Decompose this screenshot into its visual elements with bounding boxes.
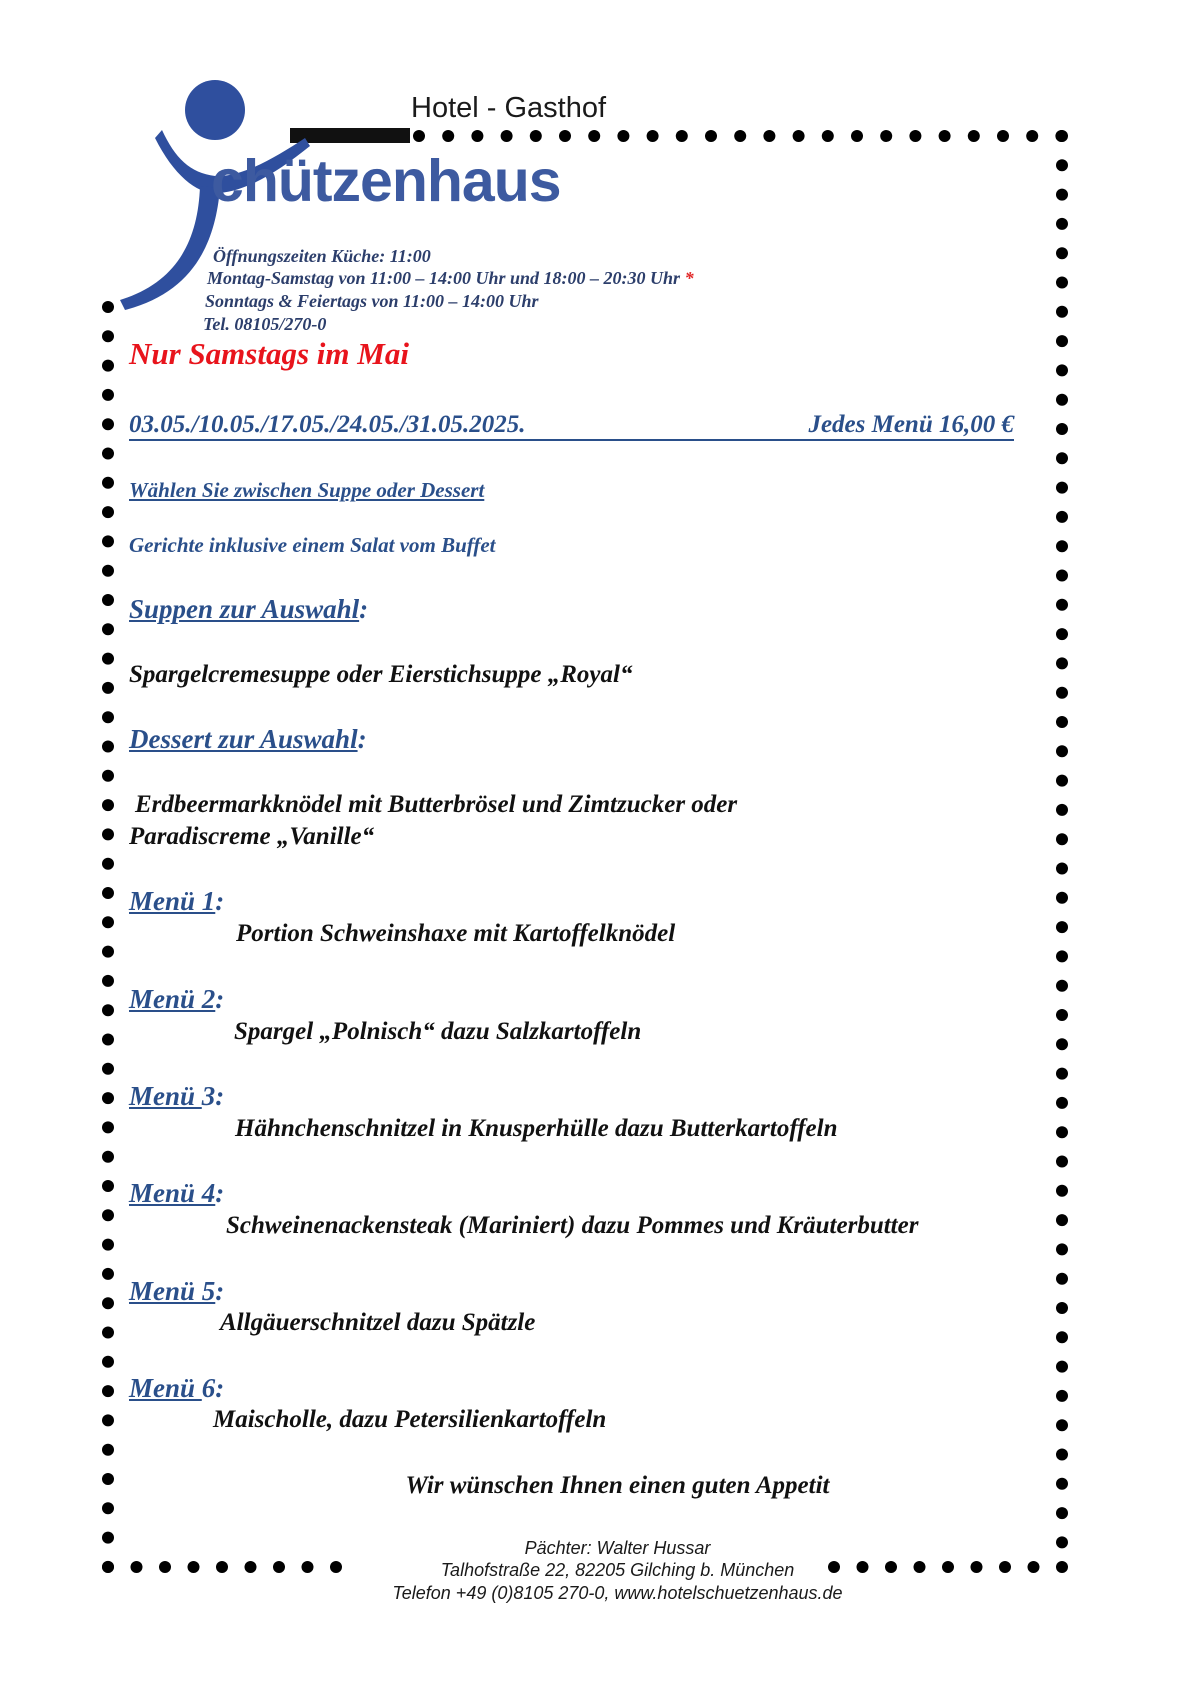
- menu-2-dish: Spargel „Polnisch“ dazu Salzkartoffeln: [234, 1018, 642, 1045]
- brand-name: chützenhaus: [211, 148, 561, 214]
- footer-address: Talhofstraße 22, 82205 Gilching b. München: [440, 1560, 795, 1580]
- menu-5-heading: [129, 1276, 224, 1307]
- border-dot-left: [102, 858, 114, 870]
- border-dot-right: [1056, 1097, 1068, 1109]
- border-dot-right: [1056, 599, 1068, 611]
- border-dot-right: [1056, 189, 1068, 201]
- hotel-gasthof-label: Hotel - Gasthof: [411, 92, 607, 124]
- menu-3-heading: [129, 1081, 224, 1112]
- border-dot-right: [1056, 159, 1068, 171]
- border-dot-top: [734, 130, 746, 142]
- border-dot-right: [1056, 1038, 1068, 1050]
- menu-1-dish: Portion Schweinshaxe mit Kartoffelknödel: [236, 920, 676, 947]
- border-dot-right: [1056, 1390, 1068, 1402]
- border-dot-right: [1056, 1185, 1068, 1197]
- menu-1-label: Menü 1: [129, 886, 216, 916]
- border-dot-left: [102, 1385, 114, 1397]
- border-dot-left: [102, 741, 114, 753]
- border-dot-left: [102, 565, 114, 577]
- border-dot-right: [1056, 1331, 1068, 1343]
- border-dot-left: [102, 1297, 114, 1309]
- border-dot-right: [1056, 657, 1068, 669]
- border-dot-left: [102, 1268, 114, 1280]
- kitchen-hours-line: Öffnungszeiten Küche: 11:00: [213, 246, 431, 266]
- border-dot-left: [102, 1239, 114, 1251]
- border-dot-top: [909, 130, 921, 142]
- menu-1-colon: :: [215, 886, 225, 916]
- border-dot-right: [1056, 1419, 1068, 1431]
- border-dot-left: [102, 946, 114, 958]
- border-dot-left: [102, 1180, 114, 1192]
- border-dot-right: [1056, 892, 1068, 904]
- menu-3-dish: Hähnchenschnitzel in Knusperhülle dazu Butterkartoffeln: [235, 1115, 838, 1142]
- border-dot-left: [102, 1063, 114, 1075]
- border-dot-left: [102, 1444, 114, 1456]
- dates-price-row: [129, 412, 1014, 441]
- soup-or-dessert-note: Wählen Sie zwischen Suppe oder Dessert: [129, 478, 485, 502]
- desserts-heading-colon: :: [357, 724, 367, 754]
- border-dot-left: [102, 916, 114, 928]
- border-dot-left: [102, 653, 114, 665]
- weekday-hours-text: Montag-Samstag von 11:00 – 14:00 Uhr und 18:00 – 20:30 Uhr: [207, 268, 681, 288]
- border-dot-right: [1056, 218, 1068, 230]
- border-dot-left: [102, 1092, 114, 1104]
- border-dot-right: [1056, 130, 1068, 142]
- border-dot-right: [1056, 1361, 1068, 1373]
- border-dot-top: [647, 130, 659, 142]
- border-dot-right: [1056, 306, 1068, 318]
- border-dot-top: [471, 130, 483, 142]
- menu-5-colon: :: [215, 1276, 225, 1306]
- menu-2-label: Menü 2: [129, 984, 216, 1014]
- sunday-hours-line: Sonntags & Feiertags von 11:00 – 14:00 Uhr: [205, 291, 539, 311]
- border-dot-top: [851, 130, 863, 142]
- footer-leaseholder: Pächter: Walter Hussar: [524, 1538, 711, 1558]
- border-dot-right: [1056, 1273, 1068, 1285]
- border-dot-right: [1056, 687, 1068, 699]
- border-dot-top: [442, 130, 454, 142]
- menu-1-heading: [129, 886, 224, 917]
- border-dot-top: [997, 130, 1009, 142]
- border-dot-left: [102, 1151, 114, 1163]
- soups-heading-colon: :: [359, 594, 369, 624]
- border-dot-left: [102, 799, 114, 811]
- footer-contact: Telefon +49 (0)8105 270-0, www.hotelschuetzenhaus.de: [392, 1583, 843, 1603]
- border-dot-top: [705, 130, 717, 142]
- border-dot-left: [102, 828, 114, 840]
- menu-6-dish: Maischolle, dazu Petersilienkartoffeln: [213, 1406, 607, 1433]
- border-dot-right: [1056, 1126, 1068, 1138]
- border-dot-right: [1056, 980, 1068, 992]
- border-dot-left: [102, 770, 114, 782]
- border-dot-left: [102, 1356, 114, 1368]
- border-dot-left: [102, 1327, 114, 1339]
- border-dot-top: [617, 130, 629, 142]
- border-dot-top: [763, 130, 775, 142]
- menu-5-label: Menü 5: [129, 1276, 216, 1306]
- border-dot-top: [676, 130, 688, 142]
- menu-5-dish: Allgäuerschnitzel dazu Spätzle: [220, 1309, 536, 1336]
- menu-3-label: Menü: [129, 1081, 202, 1111]
- phone-line: Tel. 08105/270-0: [203, 314, 327, 334]
- desserts-heading-text: Dessert zur Auswahl: [129, 724, 358, 754]
- border-dot-right: [1056, 1156, 1068, 1168]
- menu-6-colon: 6:: [201, 1373, 225, 1403]
- soups-heading: [129, 594, 368, 625]
- border-dot-left: [102, 418, 114, 430]
- border-dot-left: [102, 975, 114, 987]
- border-dot-top: [968, 130, 980, 142]
- border-dot-left: [102, 1414, 114, 1426]
- border-dot-right: [1056, 511, 1068, 523]
- border-dot-right: [1056, 775, 1068, 787]
- border-dot-right: [1056, 950, 1068, 962]
- border-dot-left: [102, 506, 114, 518]
- border-dot-right: [1056, 482, 1068, 494]
- border-dot-right: [1056, 745, 1068, 757]
- border-dot-top: [939, 130, 951, 142]
- border-dot-right: [1056, 364, 1068, 376]
- soups-heading-text: Suppen zur Auswahl: [129, 594, 360, 624]
- salad-note: Gerichte inklusive einem Salat vom Buffet: [129, 533, 496, 557]
- border-dot-left: [102, 594, 114, 606]
- menu-2-heading: [129, 984, 224, 1015]
- border-dot-top: [880, 130, 892, 142]
- closing-message: Wir wünschen Ihnen einen guten Appetit: [405, 1472, 830, 1499]
- border-dot-left: [102, 887, 114, 899]
- border-dot-top: [1026, 130, 1038, 142]
- border-dot-top: [588, 130, 600, 142]
- menu-6-label: Menü: [129, 1373, 202, 1403]
- border-dot-right: [1056, 921, 1068, 933]
- border-dot-left: [102, 301, 114, 313]
- menu-4-colon: :: [215, 1178, 225, 1208]
- menu-4-dish: Schweinenackensteak (Mariniert) dazu Pommes und Kräuterbutter: [226, 1212, 919, 1239]
- border-dot-right: [1056, 423, 1068, 435]
- desserts-options-line2: Paradiscreme „Vanille“: [129, 823, 375, 850]
- border-dot-right: [1056, 1009, 1068, 1021]
- border-dot-left: [102, 1034, 114, 1046]
- border-dot-left: [102, 1502, 114, 1514]
- border-dot-right: [1056, 863, 1068, 875]
- border-dot-left: [102, 711, 114, 723]
- menu-2-colon: :: [215, 984, 225, 1014]
- border-dot-right: [1056, 277, 1068, 289]
- border-dot-left: [102, 1004, 114, 1016]
- border-dot-right: [1056, 628, 1068, 640]
- border-dot-right: [1056, 1214, 1068, 1226]
- border-dot-top: [559, 130, 571, 142]
- menu-4-label: Menü 4: [129, 1178, 216, 1208]
- menu-price: Jedes Menü 16,00 €: [808, 411, 1014, 438]
- weekday-hours-line: [207, 268, 694, 289]
- border-dot-right: [1056, 1449, 1068, 1461]
- soups-options: Spargelcremesuppe oder Eierstichsuppe „Royal“: [129, 661, 633, 688]
- promo-title: Nur Samstags im Mai: [129, 336, 409, 371]
- border-dot-left: [102, 682, 114, 694]
- border-dot-left: [102, 330, 114, 342]
- border-dot-right: [1056, 540, 1068, 552]
- desserts-heading: [129, 724, 367, 755]
- menu-4-heading: [129, 1178, 224, 1209]
- menu-3-colon: 3:: [201, 1081, 225, 1111]
- border-dot-left: [102, 360, 114, 372]
- border-dot-top: [822, 130, 834, 142]
- border-dot-right: [1056, 335, 1068, 347]
- desserts-options-line1: Erdbeermarkknödel mit Butterbrösel und Zimtzucker oder: [135, 791, 738, 818]
- promo-dates: 03.05./10.05./17.05./24.05./31.05.2025.: [129, 411, 526, 438]
- menu-6-heading: [129, 1373, 224, 1404]
- border-dot-left: [102, 448, 114, 460]
- border-dot-left: [102, 389, 114, 401]
- border-dot-left: [102, 1209, 114, 1221]
- border-dot-right: [1056, 247, 1068, 259]
- border-dot-right: [1056, 1507, 1068, 1519]
- border-dot-right: [1056, 452, 1068, 464]
- border-dot-top: [530, 130, 542, 142]
- border-dot-top: [793, 130, 805, 142]
- border-dot-right: [1056, 394, 1068, 406]
- hours-footnote-star: *: [684, 268, 694, 288]
- border-dot-right: [1056, 833, 1068, 845]
- border-dot-left: [102, 623, 114, 635]
- border-dot-right: [1056, 1243, 1068, 1255]
- border-dot-top: [501, 130, 513, 142]
- border-dot-right: [1056, 570, 1068, 582]
- border-dot-left: [102, 535, 114, 547]
- border-dot-left: [102, 1121, 114, 1133]
- border-dot-right: [1056, 804, 1068, 816]
- border-dot-right: [1056, 1068, 1068, 1080]
- border-dot-right: [1056, 1302, 1068, 1314]
- border-dot-right: [1056, 716, 1068, 728]
- border-dot-left: [102, 477, 114, 489]
